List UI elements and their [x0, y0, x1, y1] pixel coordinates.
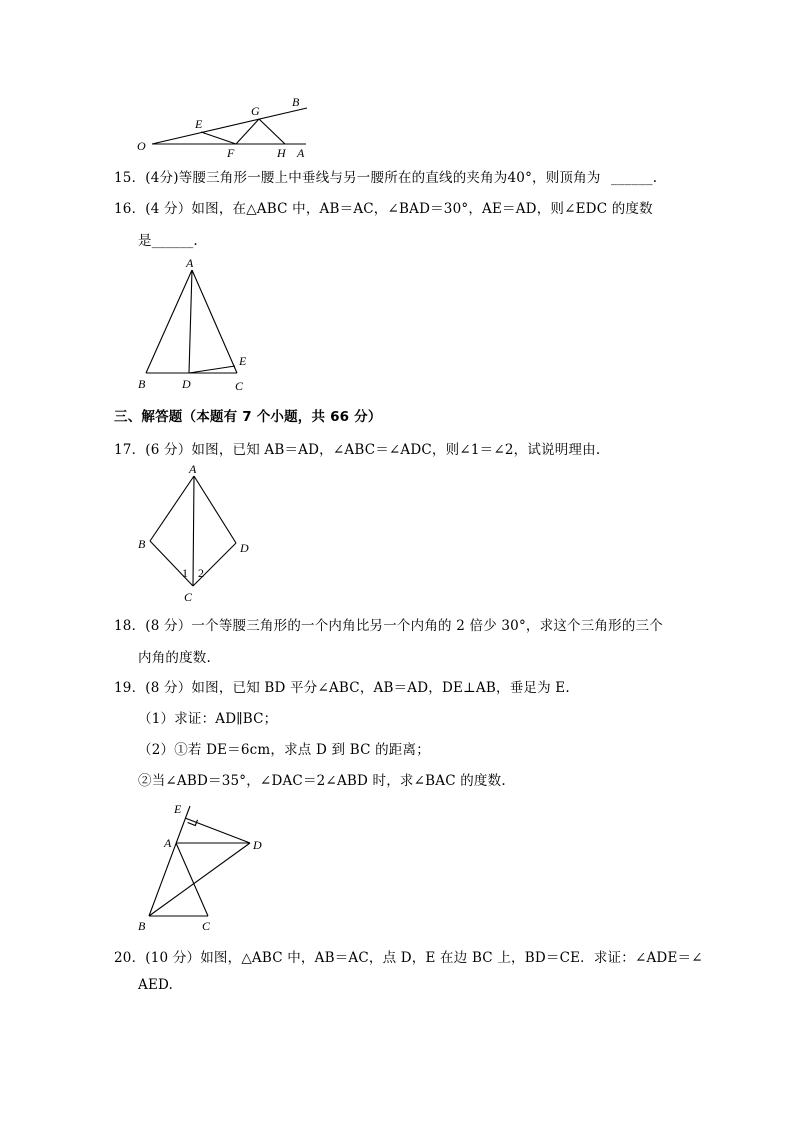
question-18-line2: 内角的度数. — [138, 650, 211, 666]
label-H: H — [277, 146, 286, 160]
question-15 — [114, 166, 657, 186]
label-q17-C: C — [184, 590, 193, 604]
section-heading: 三、解答题（本题有 7 个小题，共 66 分） — [114, 409, 382, 425]
question-19-line1: 19．(8 分）如图，已知 BD 平分∠ABC，AB＝AD，DE⊥AB，垂足为 E. — [114, 680, 570, 696]
figure-top-lines — [152, 108, 307, 144]
label-q19-B: B — [138, 919, 146, 933]
label-q19-D: D — [253, 838, 262, 852]
label-q17-angle2: 2 — [198, 566, 204, 580]
label-q16-C: C — [235, 379, 244, 393]
label-q17-angle1: 1 — [182, 566, 188, 580]
question-16-line1: 16．(4 分）如图，在△ABC 中，AB＝AC，∠BAD＝30°，AE＝AD，则∠EDC 的度数 — [114, 201, 653, 217]
label-B: B — [292, 95, 300, 109]
label-q17-B: B — [138, 537, 146, 551]
label-q19-A: A — [164, 836, 172, 850]
figure-q19-lines — [149, 806, 250, 916]
label-q16-D: D — [182, 377, 191, 391]
figure-q17-lines — [150, 476, 236, 586]
question-19-part3: ②当∠ABD＝35°，∠DAC＝2∠ABD 时，求∠BAC 的度数. — [138, 773, 506, 789]
q15-end: . — [652, 170, 658, 186]
label-q16-A: A — [186, 256, 194, 270]
figure-q16-lines — [146, 270, 237, 373]
question-17: 17．(6 分）如图，已知 AB＝AD，∠ABC＝∠ADC，则∠1＝∠2，试说明理由. — [114, 442, 601, 458]
label-q19-E: E — [174, 802, 182, 816]
label-q19-C: C — [202, 919, 211, 933]
q15-text: 15．(4分)等腰三角形一腰上中垂线与另一腰所在的直线的夹角为40°，则顶角为 — [114, 170, 601, 186]
label-G: G — [251, 104, 260, 118]
question-19-part1: （1）求证：AD∥BC； — [138, 711, 278, 727]
label-q17-A: A — [189, 462, 197, 476]
label-A: A — [297, 146, 305, 160]
question-20-line2: AED. — [138, 977, 174, 993]
question-19-part2: （2）①若 DE＝6cm，求点 D 到 BC 的距离； — [138, 742, 430, 758]
label-E: E — [195, 117, 203, 131]
question-18-line1: 18．(8 分）一个等腰三角形的一个内角比另一个内角的 2 倍少 30°，求这个三角形的三个 — [114, 618, 663, 634]
label-q16-B: B — [138, 377, 146, 391]
label-O: O — [137, 139, 146, 153]
question-20-line1: 20．(10 分）如图，△ABC 中，AB＝AC，点 D，E 在边 BC 上，BD＝CE．求证：∠ADE＝∠ — [114, 950, 703, 966]
question-16-line2: 是______. — [138, 233, 198, 249]
label-q17-D: D — [240, 541, 249, 555]
label-F: F — [227, 146, 235, 160]
label-q16-E: E — [239, 354, 247, 368]
q15-blank: ______ — [611, 170, 653, 186]
